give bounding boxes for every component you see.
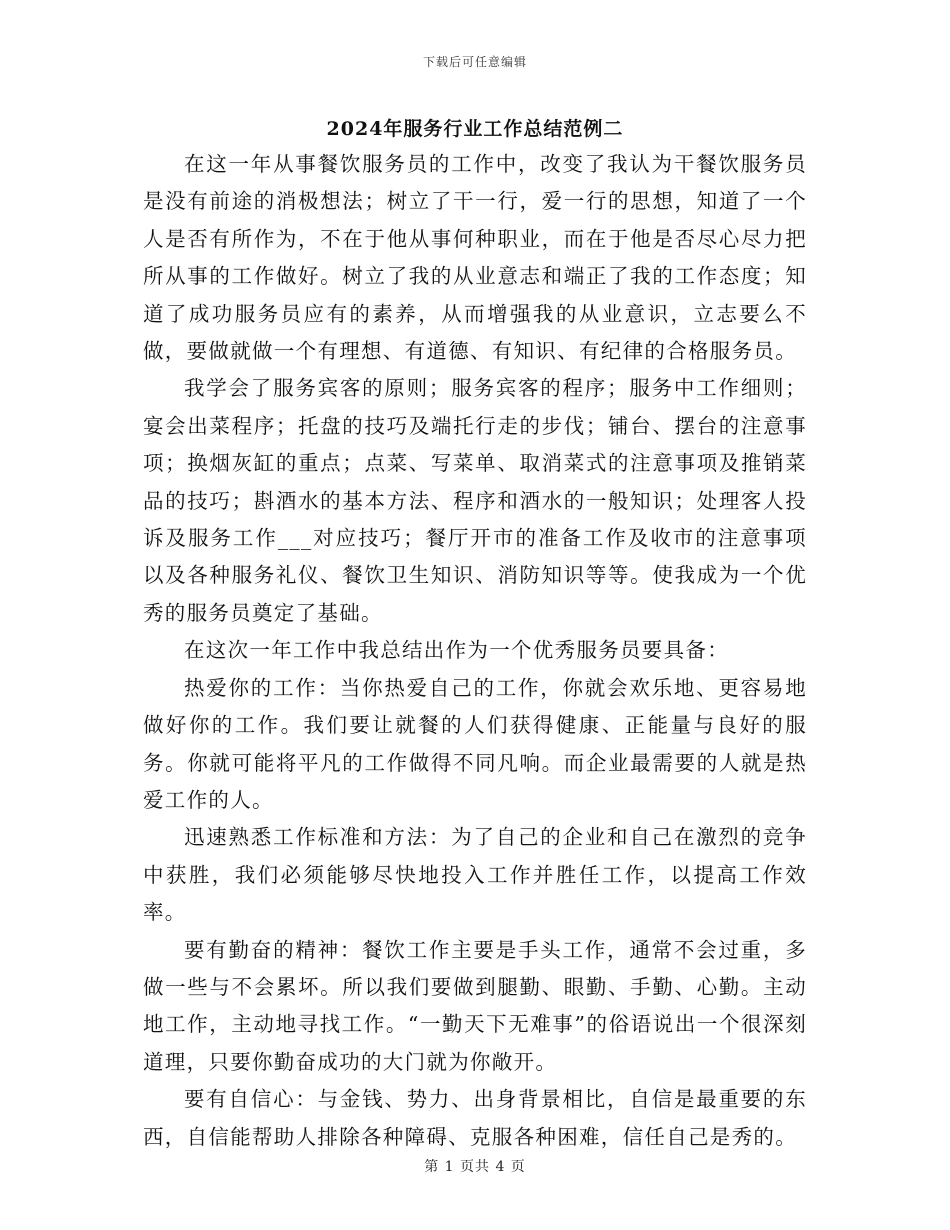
document-title: 2024年服务行业工作总结范例二 — [326, 118, 624, 140]
paragraph-2: 我学会了服务宾客的原则；服务宾客的程序；服务中工作细则；宴会出菜程序；托盘的技巧及端托行走的步伐；铺台、摆台的注意事项；换烟灰缸的重点；点菜、写菜单、取消菜式的注意事项及推销菜品的技巧；斟酒水的基本方法、程序和酒水的一般知识；处理客人投诉及服务工作___对应技巧；餐厅开市的准备工作及收市的注意事项以及各种服务礼仪、餐饮卫生知识、消防知识等等。使我成为一个优秀的服务员奠定了基础。 — [143, 376, 807, 625]
paragraph-5: 迅速熟悉工作标准和方法：为了自己的企业和自己在激烈的竞争中获胜，我们必须能够尽快地投入工作并胜任工作，以提高工作效率。 — [143, 825, 807, 925]
paragraph-1: 在这一年从事餐饮服务员的工作中，改变了我认为干餐饮服务员是没有前途的消极想法；树立了干一行，爱一行的思想，知道了一个人是否有所作为，不在于他从事何种职业，而在于他是否尽心尽力把所从事的工作做好。树立了我的从业意志和端正了我的工作态度；知道了成功服务员应有的素养，从而增强我的从业意识，立志要么不做，要做就做一个有理想、有道德、有知识、有纪律的合格服务员。 — [143, 152, 807, 364]
document-body — [143, 146, 807, 1156]
paragraph-4: 热爱你的工作：当你热爱自己的工作，你就会欢乐地、更容易地做好你的工作。我们要让就餐的人们获得健康、正能量与良好的服务。你就可能将平凡的工作做得不同凡响。而企业最需要的人就是热爱工作的人。 — [143, 675, 807, 812]
header-note: 下载后可任意编辑 — [422, 55, 527, 69]
page-number-footer: 第 1 页共 4 页 — [424, 1159, 526, 1175]
paragraph-7: 要有自信心：与金钱、势力、出身背景相比，自信是最重要的东西，自信能帮助人排除各种障碍、克服各种困难，信任自己是秀的。 — [143, 1087, 807, 1149]
paragraph-3: 在这次一年工作中我总结出作为一个优秀服务员要具备： — [184, 638, 729, 663]
paragraph-6: 要有勤奋的精神：餐饮工作主要是手头工作，通常不会过重，多做一些与不会累坏。所以我们要做到腿勤、眼勤、手勤、心勤。主动地工作，主动地寻找工作。“一勤天下无难事”的俗语说出一个很深刻道理，只要你勤奋成功的大门就为你敞开。 — [143, 937, 807, 1074]
